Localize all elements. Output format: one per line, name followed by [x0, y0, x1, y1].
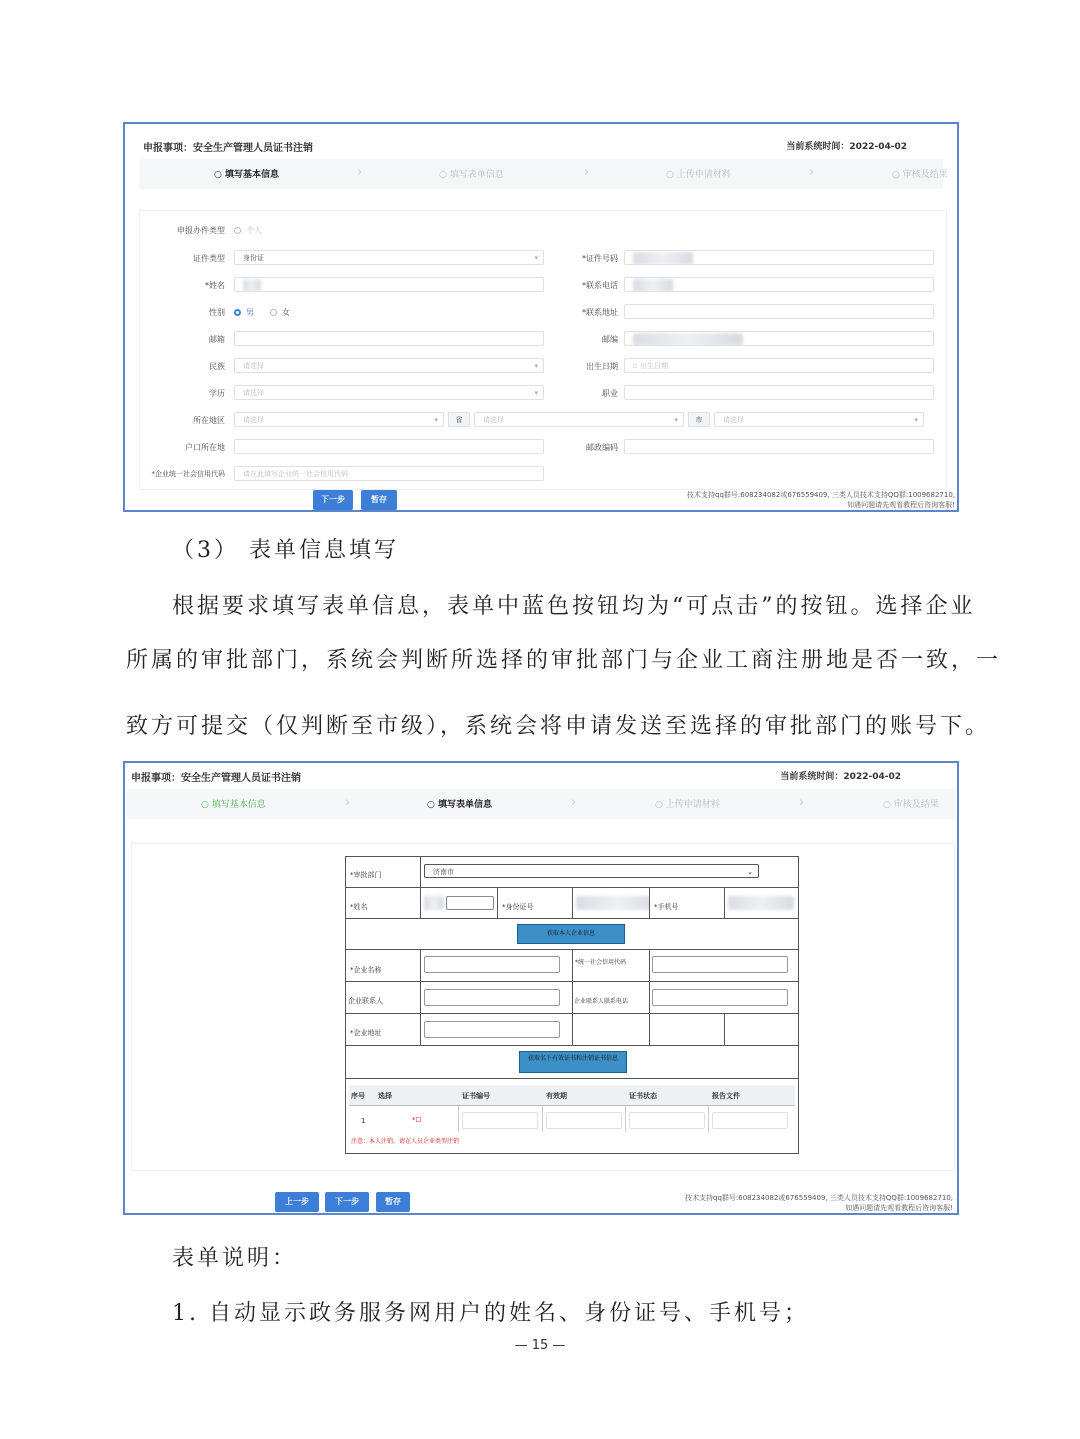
company-name-label: *企业名称 [350, 966, 382, 974]
chevron-down-icon: ⌄ [747, 868, 753, 876]
cell-divider [708, 1106, 709, 1132]
mail-label: 邮编 [602, 335, 618, 344]
name-label: *姓名 [350, 903, 368, 911]
dept-label: *审批部门 [350, 871, 382, 879]
apply-type-radio[interactable] [234, 227, 241, 234]
next-button[interactable]: 下一步 [313, 490, 353, 510]
next-button[interactable]: 下一步 [325, 1192, 369, 1212]
chevron-down-icon: ▾ [434, 416, 438, 424]
form-description-heading: 表单说明： [172, 1246, 298, 1271]
status-input[interactable] [629, 1112, 705, 1129]
step-result[interactable]: ○ 审核及结果 [883, 800, 939, 810]
name-input[interactable] [234, 277, 544, 292]
contact-phone-input[interactable] [652, 989, 788, 1006]
chevron-down-icon: ▾ [674, 416, 678, 424]
paragraph-line-1: 根据要求填写表单信息，表单中蓝色按钮均为“可点击”的按钮。选择企业 [172, 594, 976, 619]
household-input[interactable] [234, 439, 544, 454]
paragraph-line-2: 所属的审批部门，系统会判断所选择的审批部门与企业工商注册地是否一致，一 [126, 648, 1002, 673]
chevron-down-icon: ▾ [534, 389, 538, 397]
paragraph-line-3: 致方可提交（仅判断至市级），系统会将申请发送至选择的审批部门的账号下。 [126, 714, 991, 739]
page-number: — 15 — [514, 1338, 566, 1353]
email-input[interactable] [234, 331, 544, 346]
col-report: 报告文件 [712, 1092, 740, 1100]
postcode-label: 邮政编码 [586, 443, 618, 452]
support-info: 技术支持qq群号:608234082或676559409, 三类人员技术支持QQ群:1009682710, 如遇问题请先观看教程后咨询客服! [687, 491, 955, 509]
dept-select[interactable]: 济南市 ⌄ [424, 864, 759, 878]
step-result[interactable]: ○ 审核及结果 [892, 170, 948, 180]
screen1-time: 当前系统时间：2022-04-02 [786, 142, 907, 152]
phone-input[interactable] [624, 277, 934, 292]
household-label: 户口所在地 [185, 443, 225, 452]
save-button[interactable]: 暂存 [361, 490, 397, 510]
nation-label: 民族 [209, 362, 225, 371]
region-select-3[interactable]: 请选择 ▾ [714, 412, 924, 427]
birth-input[interactable]: ▫ 出生日期 [624, 358, 934, 373]
id-no-input[interactable] [624, 250, 934, 265]
screen1-title: 申报事项：安全生产管理人员证书注销 [143, 143, 313, 154]
chevron-right-icon: › [809, 165, 815, 180]
empty-cell-1 [572, 1013, 650, 1046]
step-form-info[interactable]: ○ 填写表单信息 [439, 170, 504, 180]
chevron-down-icon: ▾ [534, 254, 538, 262]
contact-input[interactable] [424, 989, 560, 1006]
cell-divider [625, 1106, 626, 1132]
table-note: 注意：本人注销，请在人员企业类型注销 [351, 1138, 460, 1145]
credit-input[interactable]: 请在此填写企业统一社会信用代码 [234, 466, 544, 481]
idcard-label: *身份证号 [502, 903, 534, 911]
form-info-panel [131, 843, 955, 1171]
screen2-steps [127, 789, 955, 819]
address-label: *联系地址 [582, 308, 618, 317]
gender-female-radio[interactable] [270, 309, 277, 316]
col-valid: 有效期 [546, 1092, 567, 1100]
chevron-right-icon: › [584, 165, 590, 180]
id-type-label: 证件类型 [193, 254, 225, 263]
name-label: *姓名 [205, 281, 225, 290]
support-info: 技术支持qq群号:608234082或676559409, 三类人员技术支持QQ群:1009682710, 如遇问题请先观看教程后咨询客服! [685, 1194, 953, 1212]
id-no-label: *证件号码 [582, 254, 618, 263]
birth-label: 出生日期 [586, 362, 618, 371]
edu-label: 学历 [209, 389, 225, 398]
get-certificates-button[interactable]: 获取名下有效证书和注销证书信息 [519, 1051, 627, 1073]
row-select-checkbox[interactable]: *☐ [412, 1116, 422, 1124]
region-select-1[interactable]: 请选择 ▾ [234, 412, 444, 427]
get-company-info-button[interactable]: 获取本人企业信息 [517, 924, 625, 944]
mail-input[interactable] [624, 331, 934, 346]
chevron-down-icon: ▾ [914, 416, 918, 424]
step-upload[interactable]: ○ 上传申请材料 [666, 170, 731, 180]
province-tag: 省 [448, 412, 470, 427]
job-label: 职业 [602, 389, 618, 398]
credit-label: *企业统一社会信用代码 [151, 470, 225, 478]
region-select-2[interactable]: 请选择 ▾ [474, 412, 684, 427]
email-label: 邮箱 [209, 335, 225, 344]
section-heading: （3） 表单信息填写 [172, 538, 399, 563]
gender-female-label: 女 [282, 308, 290, 317]
description-item-1: 1. 自动显示政务服务网用户的姓名、身份证号、手机号； [172, 1301, 809, 1326]
apply-type-value: 个人 [246, 226, 262, 235]
credit-label: *统一社会信用代码 [575, 959, 627, 966]
basic-info-form [139, 210, 947, 490]
empty-cell-2 [649, 1013, 725, 1046]
chevron-down-icon: ▾ [534, 362, 538, 370]
postcode-input[interactable] [624, 439, 934, 454]
cert-no-input[interactable] [462, 1112, 538, 1129]
step-form-info[interactable]: ○ 填写表单信息 [427, 800, 493, 810]
chevron-right-icon: › [799, 795, 805, 810]
edu-select[interactable]: 请选择 ▾ [234, 385, 544, 400]
col-cert-no: 证书编号 [462, 1092, 490, 1100]
address-label: *企业地址 [350, 1029, 382, 1037]
save-button[interactable]: 暂存 [376, 1192, 410, 1212]
address-input[interactable] [424, 1021, 560, 1038]
screen2-time: 当前系统时间：2022-04-02 [780, 772, 901, 782]
valid-input[interactable] [546, 1112, 622, 1129]
row-no: 1 [361, 1117, 366, 1125]
empty-cell-3 [724, 1013, 799, 1046]
nation-select[interactable]: 请选择 ▾ [234, 358, 544, 373]
col-status: 证书状态 [629, 1092, 657, 1100]
col-select: 选择 [378, 1092, 392, 1100]
step-basic-info[interactable]: ○ 填写基本信息 [214, 170, 280, 180]
screenshot-basic-info [123, 122, 959, 512]
phone-label: *联系电话 [582, 281, 618, 290]
step-upload[interactable]: ○ 上传申请材料 [655, 800, 720, 810]
region-label: 所在地区 [193, 416, 225, 425]
company-name-input[interactable] [424, 956, 560, 973]
name-input[interactable] [446, 896, 494, 910]
job-input[interactable] [624, 385, 934, 400]
city-tag: 市 [688, 412, 710, 427]
gender-male-radio[interactable] [234, 309, 241, 316]
cell-divider [542, 1106, 543, 1132]
id-type-select[interactable]: 身份证 ▾ [234, 250, 544, 265]
chevron-right-icon: › [345, 795, 351, 810]
contact-phone-label: 企业联系人联系电话 [574, 998, 629, 1005]
gender-male-label: 男 [246, 308, 254, 317]
credit-input[interactable] [652, 956, 788, 973]
address-input[interactable] [624, 304, 934, 319]
screen2-title: 申报事项：安全生产管理人员证书注销 [131, 773, 301, 784]
phone-label: *手机号 [654, 903, 679, 911]
prev-button[interactable]: 上一步 [275, 1192, 319, 1212]
screenshot-form-info [123, 761, 959, 1215]
apply-type-label: 申报办件类型 [177, 226, 225, 235]
chevron-right-icon: › [571, 795, 577, 810]
contact-label: 企业联系人 [348, 997, 383, 1005]
col-no: 序号 [351, 1092, 365, 1100]
chevron-right-icon: › [357, 165, 363, 180]
step-basic-info[interactable]: ○ 填写基本信息 [201, 800, 266, 810]
report-input[interactable] [712, 1112, 788, 1129]
cell-divider [458, 1106, 459, 1132]
screen1-steps [139, 159, 948, 189]
gender-label: 性别 [209, 308, 225, 317]
